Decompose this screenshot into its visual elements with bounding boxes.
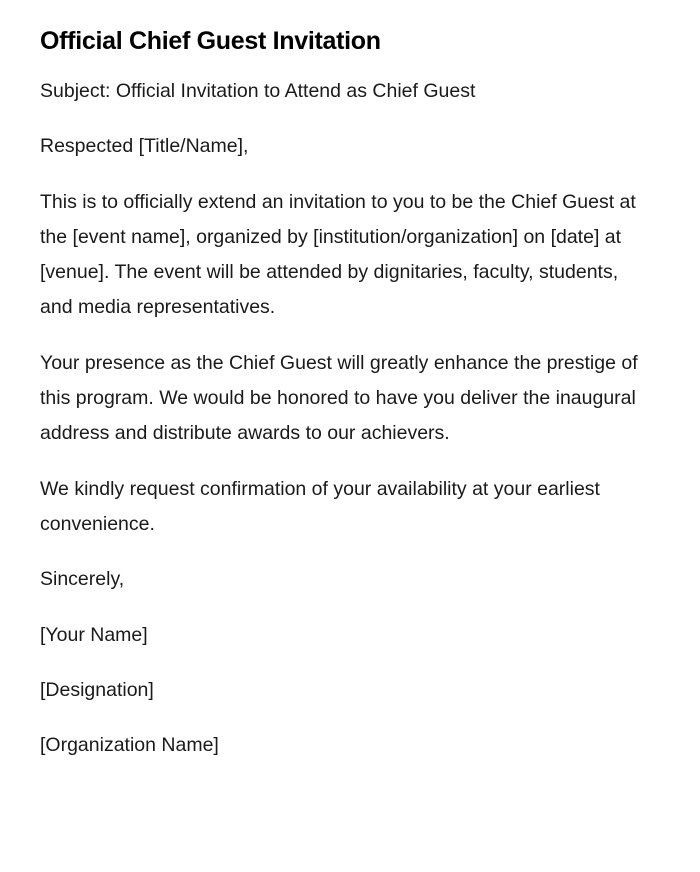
subject-line: Subject: Official Invitation to Attend as Chief Guest [40,80,476,102]
signature-name: [Your Name] [40,623,148,646]
signature-organization: [Organization Name] [40,734,219,757]
closing: Sincerely, [40,568,125,591]
body-paragraph-confirmation: We kindly request confirmation of your availability at your earliest convenience. [40,477,600,535]
document-title: Official Chief Guest Invitation [40,27,381,55]
signature-designation: [Designation] [40,678,154,701]
body-paragraph-invitation: This is to officially extend an invitation to you to be the Chief Guest at the [event name], organized by [institution/organization] on [date] at [venue]. The event will be attended by dignitaries, faculty, students, and media representatives. [40,190,636,319]
body-paragraph-presence: Your presence as the Chief Guest will greatly enhance the prestige of this program. We would be honored to have you deliver the inaugural address and distribute awards to our achievers. [40,351,638,445]
salutation: Respected [Title/Name], [40,135,249,158]
